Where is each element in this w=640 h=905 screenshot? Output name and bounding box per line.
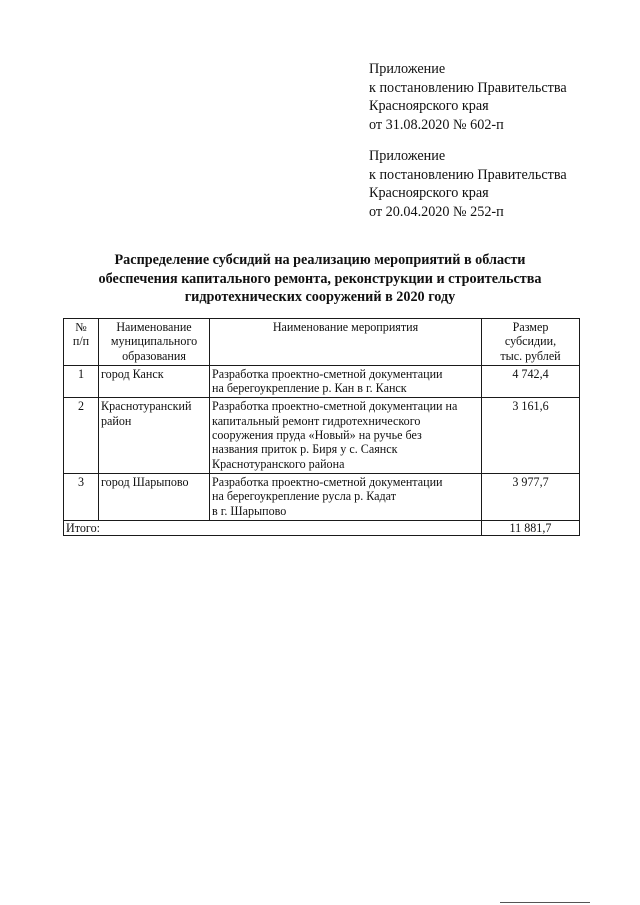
row-amount: 3 161,6 bbox=[482, 398, 580, 473]
appendix-decree-ref: к постановлению Правительства bbox=[369, 79, 567, 96]
appendix-label: Приложение bbox=[369, 148, 446, 164]
scan-artifact-line bbox=[500, 902, 590, 903]
header-text: Наименование bbox=[116, 320, 192, 334]
subsidy-distribution-table bbox=[63, 318, 580, 536]
title-line: обеспечения капитального ремонта, реконструкции и строительства bbox=[98, 270, 542, 287]
cell-text: капитальный ремонт гидротехнического bbox=[212, 413, 421, 428]
header-text: образования bbox=[122, 348, 186, 363]
row-amount: 3 977,7 bbox=[482, 473, 580, 520]
total-amount: 11 881,7 bbox=[482, 520, 580, 535]
header-text: Размер bbox=[512, 320, 549, 334]
appendix-region: Красноярского края bbox=[369, 98, 489, 115]
total-row bbox=[64, 520, 580, 535]
appendix-block-current bbox=[369, 60, 567, 134]
cell-text: район bbox=[101, 413, 132, 428]
header-text: муниципального bbox=[110, 334, 198, 349]
header-text: Наименование мероприятия bbox=[272, 320, 419, 334]
table-row bbox=[64, 473, 580, 520]
cell-text: Разработка проектно-сметной документации bbox=[212, 474, 443, 489]
row-municipality bbox=[99, 365, 210, 398]
row-number: 2 bbox=[64, 398, 99, 473]
title-line: Распределение субсидий на реализацию мероприятий в области bbox=[114, 252, 526, 268]
appendix-block-original bbox=[369, 147, 567, 221]
appendix-label: Приложение bbox=[369, 61, 446, 77]
appendix-decree-date: от 20.04.2020 № 252-п bbox=[369, 203, 504, 220]
row-activity bbox=[210, 398, 482, 473]
table-row bbox=[64, 398, 580, 473]
appendix-decree-ref: к постановлению Правительства bbox=[369, 166, 567, 183]
cell-text: в г. Шарыпово bbox=[212, 503, 287, 518]
cell-text: сооружения пруда «Новый» на ручье без bbox=[212, 428, 422, 443]
table-row bbox=[64, 365, 580, 398]
header-text: п/п bbox=[72, 334, 90, 349]
row-municipality bbox=[99, 473, 210, 520]
row-activity bbox=[210, 365, 482, 398]
row-amount: 4 742,4 bbox=[482, 365, 580, 398]
row-activity bbox=[210, 473, 482, 520]
header-municipality bbox=[99, 319, 210, 366]
cell-text: на берегоукрепление русла р. Кадат bbox=[212, 489, 397, 504]
header-text: тыс. рублей bbox=[500, 348, 561, 363]
header-amount bbox=[482, 319, 580, 366]
table-header-row bbox=[64, 319, 580, 366]
document-title bbox=[60, 251, 580, 307]
cell-text: город Шарыпово bbox=[101, 474, 189, 489]
cell-text: названия приток р. Биря у с. Саянск bbox=[212, 442, 398, 457]
cell-text: Краснотуранского района bbox=[212, 456, 345, 471]
total-label: Итого: bbox=[64, 520, 482, 535]
header-text: субсидии, bbox=[504, 334, 557, 349]
cell-text: Краснотуранский bbox=[101, 399, 192, 414]
title-line: гидротехнических сооружений в 2020 году bbox=[184, 289, 456, 306]
cell-text: Разработка проектно-сметной документации на bbox=[212, 399, 458, 414]
header-activity bbox=[210, 319, 482, 366]
header-number bbox=[64, 319, 99, 366]
header-text: № bbox=[75, 320, 87, 334]
row-municipality bbox=[99, 398, 210, 473]
row-number: 3 bbox=[64, 473, 99, 520]
cell-text: Разработка проектно-сметной документации bbox=[212, 366, 443, 381]
appendix-region: Красноярского края bbox=[369, 185, 489, 202]
cell-text: на берегоукрепление р. Кан в г. Канск bbox=[212, 381, 407, 396]
cell-text: город Канск bbox=[101, 366, 164, 381]
row-number: 1 bbox=[64, 365, 99, 398]
appendix-decree-date: от 31.08.2020 № 602-п bbox=[369, 116, 504, 133]
